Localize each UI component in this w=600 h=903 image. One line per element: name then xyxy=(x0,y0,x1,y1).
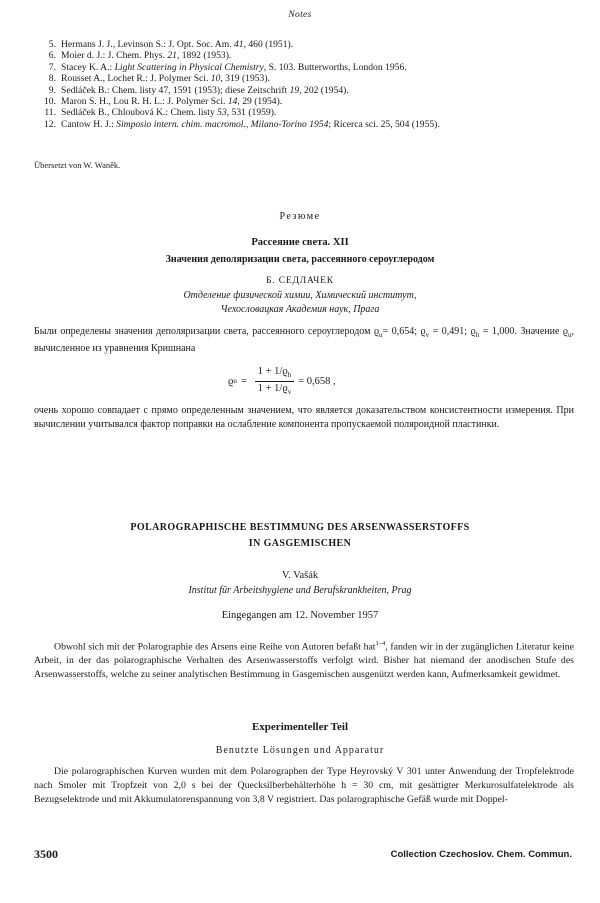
reference-italic: 19 xyxy=(289,84,300,96)
text-run: = 0,654; xyxy=(382,326,421,337)
reference-number: 5. xyxy=(48,39,56,50)
resume-paragraph-1 xyxy=(34,325,574,356)
running-head: Notes xyxy=(288,10,312,20)
reference-italic: 10 xyxy=(210,73,221,85)
fraction-denominator xyxy=(255,382,294,396)
symbol-rho: ϱ xyxy=(228,375,234,387)
subscript: v xyxy=(425,331,430,339)
symbol-rho: ϱ xyxy=(373,326,380,337)
section-heading: Experimenteller Teil xyxy=(251,721,349,733)
numerator-text: 1 + 1/ϱ xyxy=(257,366,288,378)
resume-author: Б. СЕДЛАЧЕК xyxy=(266,276,334,286)
text-run: , fanden wir in der zugänglichen Literatur keine Arbeit, in der das polarographische Verhalten des Arsenwasserstoffs verfolgt wird. Bisher hat niemand der anodischen Stufe des Arsenwasserstoffs, welche zu seiner analytischen Bestimmung in Gasgemischen ausgenützt werden kann, Aufmerksamkeit gewidmet. xyxy=(34,641,575,681)
reference-item xyxy=(34,50,574,61)
reference-number: 10. xyxy=(44,96,56,108)
resume-institute-line1: Отделение физической химии, Химический институт, xyxy=(183,290,417,301)
subscript: v xyxy=(287,387,292,396)
subscript: h xyxy=(475,331,480,339)
resume-paragraph-2: очень хорошо совпадает с прямо определенным значением, что является доказательством консистентности измерения. При вычислении учитывался фактор поправки на ослабление компонента пропускаемой поляроидной пластинки. xyxy=(34,405,574,430)
reference-text-end: , 460 (1951). xyxy=(243,39,294,50)
reference-text-end: , 531 (1959). xyxy=(226,107,277,119)
resume-heading: Резюме xyxy=(279,211,321,222)
reference-text-end: , 202 (1954). xyxy=(299,84,349,96)
article-title: POLAROGRAPHISCHE BESTIMMUNG DES ARSENWASSERSTOFFS xyxy=(130,522,470,533)
reference-italic: 53 xyxy=(217,107,227,119)
reference-text: Maron S. H., Lou R. H. L.: J. Polymer Sci. xyxy=(61,96,228,108)
fraction xyxy=(255,366,294,395)
reference-item xyxy=(34,62,574,73)
reference-italic: Light Scattering in Physical Chemistry xyxy=(114,61,264,73)
reference-text-end: ; Ricerca sci. 25, 504 (1955). xyxy=(328,118,440,130)
subsection-heading: Benutzte Lösungen und Apparatur xyxy=(215,745,385,756)
symbol-rho: ϱ xyxy=(562,326,569,337)
text-run: , вычисленное из уравнения Кришнана xyxy=(34,326,575,354)
denominator-text: 1 + 1/ϱ xyxy=(257,382,288,394)
text-run: = 0,491; xyxy=(429,326,471,337)
reference-number: 7. xyxy=(48,61,56,73)
reference-number: 12. xyxy=(44,118,56,130)
reference-item xyxy=(34,73,574,84)
reference-italic: 14 xyxy=(227,96,238,108)
text-run: = 1,000. Значение xyxy=(479,326,563,337)
reference-text: Hermans J. J., Levinson S.: J. Opt. Soc. Am. xyxy=(61,39,234,50)
reference-list xyxy=(34,39,574,130)
symbol-rho: ϱ xyxy=(420,326,426,337)
subscript: h xyxy=(287,371,292,380)
reference-text: Moier d. J.: J. Chem. Phys. xyxy=(61,50,168,62)
article-methods-paragraph: Die polarographischen Kurven wurden mit dem Polarographen der Type Heyrovský V 301 unter Anwendung der Tropfelektrode nach Smoler mit Tropfzeit von 2,0 s bei der Quecksilberbehälterhöhe h = 30 cm, mit gesättigter Merkurosulfatelektrode als Bezugselektrode und mit Akkumulatorenspannung von 3,8 V registriert. Das polarographische Gefäß wurde mit Doppel- xyxy=(34,766,574,805)
article-intro-paragraph xyxy=(34,637,574,682)
reference-item xyxy=(34,119,574,130)
reference-text-end: , 1892 (1953). xyxy=(176,50,232,62)
resume-title: Рассеяние света. XII xyxy=(251,237,349,248)
text-run: Obwohl sich mit der Polarographie des Arsens eine Reihe von Autoren befaßt hat xyxy=(54,641,376,653)
equals-sign: = xyxy=(240,375,247,387)
fraction-numerator xyxy=(255,366,294,381)
reference-text-end: , S. 103. Butterworths, London 1956. xyxy=(263,61,407,73)
symbol-rho: ϱ xyxy=(470,326,476,337)
reference-text-end: , 29 (1954). xyxy=(237,96,283,108)
article-author: V. Vašák xyxy=(281,570,319,581)
text-run: Были определены значения деполяризации света, рассеянного сероуглеродом xyxy=(34,326,374,337)
reference-number: 9. xyxy=(48,84,56,96)
reference-text: Rousset A., Lochet R.: J. Polymer Sci. xyxy=(61,73,211,85)
article-institute: Institut für Arbeitshygiene und Berufskrankheiten, Prag xyxy=(188,585,412,596)
translator-note: Übersetzt von W. Waněk. xyxy=(34,160,121,170)
reference-text: Stacey K. A.: xyxy=(61,61,115,73)
resume-subtitle: Значения деполяризации света, рассеянного сероуглеродом xyxy=(165,254,435,265)
resume-institute-line2: Чехословацкая Академия наук, Прага xyxy=(220,304,380,315)
reference-text: Sedláček B., Chloubová K.: Chem. listy xyxy=(61,107,218,119)
reference-number: 8. xyxy=(48,73,56,85)
reference-item xyxy=(34,39,574,50)
reference-item xyxy=(34,85,574,96)
subscript: u xyxy=(233,377,237,385)
journal-name: Collection Czechoslov. Chem. Commun. xyxy=(390,849,572,860)
article-received-date: Eingegangen am 12. November 1957 xyxy=(221,610,379,621)
equation-result: = 0,658 , xyxy=(298,375,336,387)
reference-item xyxy=(34,96,574,107)
reference-text: Sedláček B.: Chem. listy 47, 1591 (1953); diese Zeitschrift xyxy=(61,84,290,96)
reference-text-end: , 319 (1953). xyxy=(220,73,270,85)
reference-italic: 41 xyxy=(233,39,244,50)
reference-number: 6. xyxy=(48,50,56,62)
reference-number: 11. xyxy=(44,107,56,119)
reference-text: Cantow H. J.: xyxy=(61,118,117,130)
article-title-line2: IN GASGEMISCHEN xyxy=(248,538,352,549)
subscript: u xyxy=(379,331,383,339)
reference-item xyxy=(34,107,574,118)
citation-superscript: 1–4 xyxy=(375,640,386,647)
subscript: u xyxy=(568,331,572,339)
reference-italic: 21 xyxy=(167,50,177,62)
reference-italic: Simposio intern. chim. macromol., Milano-Torino 1954 xyxy=(116,118,329,130)
page-number: 3500 xyxy=(34,847,58,861)
